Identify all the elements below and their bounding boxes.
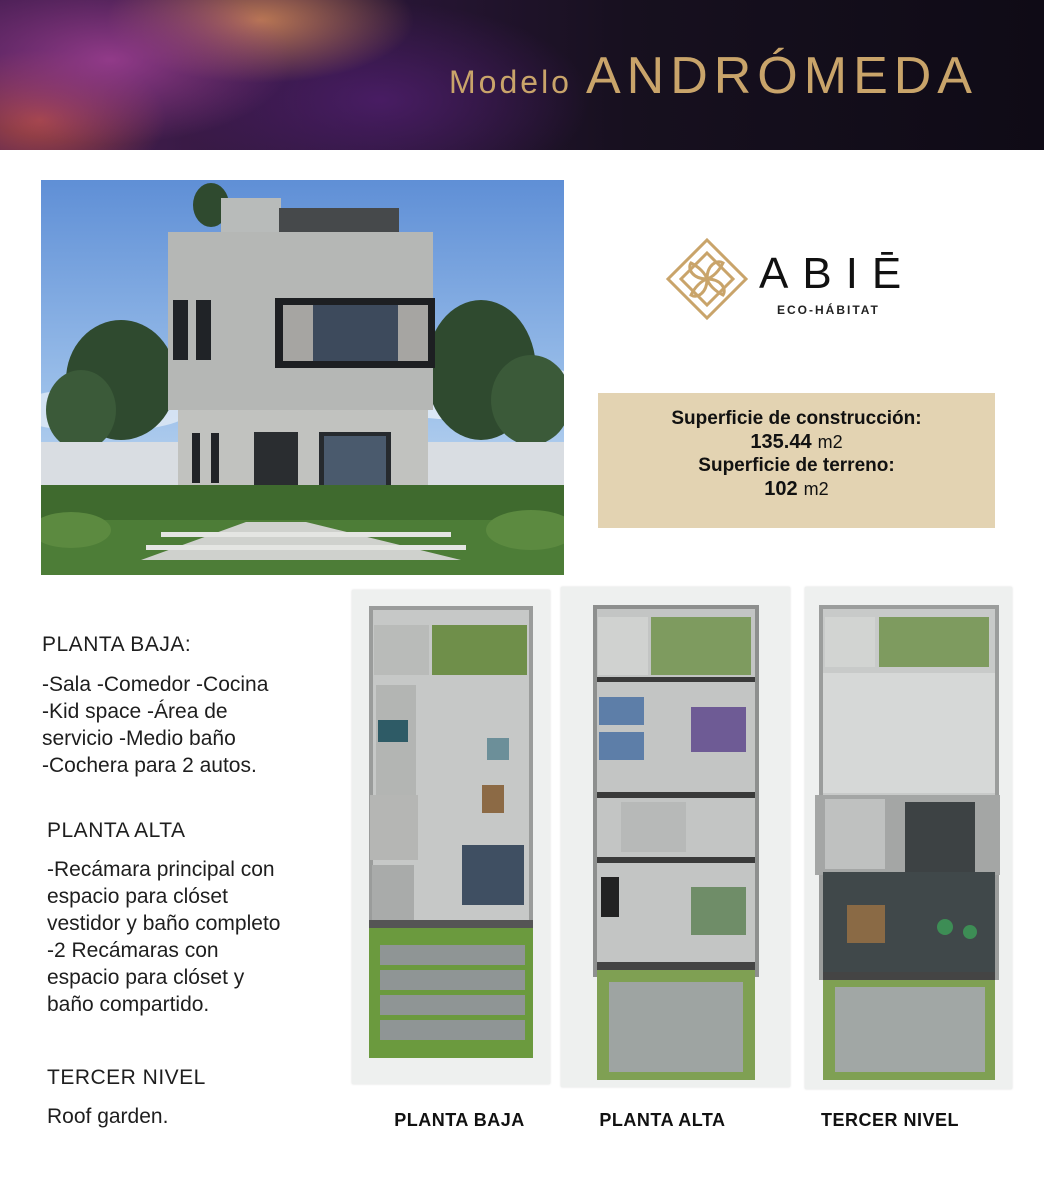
- floor-plan-tercer-nivel: [805, 587, 1012, 1089]
- construction-value-row: [598, 430, 995, 454]
- brand-name: ABIĒ: [759, 249, 916, 298]
- tercer-nivel-heading: TERCER NIVEL: [47, 1066, 206, 1089]
- land-value: 102: [764, 478, 798, 500]
- planta-baja-text: -Sala -Comedor -Cocina -Kid space -Área de servicio -Medio baño -Cochera para 2 autos.: [42, 673, 269, 777]
- land-label: Superficie de terreno:: [698, 455, 895, 476]
- floor-plan-planta-baja: [352, 590, 550, 1084]
- land-value-row: [598, 477, 995, 501]
- planta-alta-text: -Recámara principal con espacio para clóset vestidor y baño completo -2 Recámaras con espacio para clóset y baño compartido.: [47, 858, 281, 1016]
- planta-alta-heading: PLANTA ALTA: [47, 819, 186, 842]
- house-render-image: [41, 180, 564, 575]
- tercer-nivel-text: Roof garden.: [47, 1105, 169, 1128]
- caption-planta-alta: PLANTA ALTA: [599, 1110, 726, 1130]
- floor-plan-planta-alta: [561, 587, 790, 1087]
- caption-planta-baja: PLANTA BAJA: [394, 1110, 525, 1130]
- construction-value: 135.44: [750, 431, 812, 453]
- title-prefix: Modelo: [449, 64, 572, 100]
- page-title: [449, 46, 978, 106]
- planta-baja-heading: PLANTA BAJA:: [42, 633, 192, 656]
- abie-logo: [665, 237, 915, 322]
- brand-tagline: ECO-HÁBITAT: [777, 303, 880, 317]
- caption-tercer-nivel: TERCER NIVEL: [820, 1110, 959, 1130]
- model-name: ANDRÓMEDA: [585, 47, 978, 105]
- surface-info-box: [598, 393, 995, 528]
- construction-label: Superficie de construcción:: [671, 408, 922, 429]
- header-banner: [0, 0, 1044, 150]
- land-unit: m2: [803, 479, 829, 499]
- lotus-diamond-icon: [665, 237, 749, 321]
- construction-unit: m2: [817, 432, 843, 452]
